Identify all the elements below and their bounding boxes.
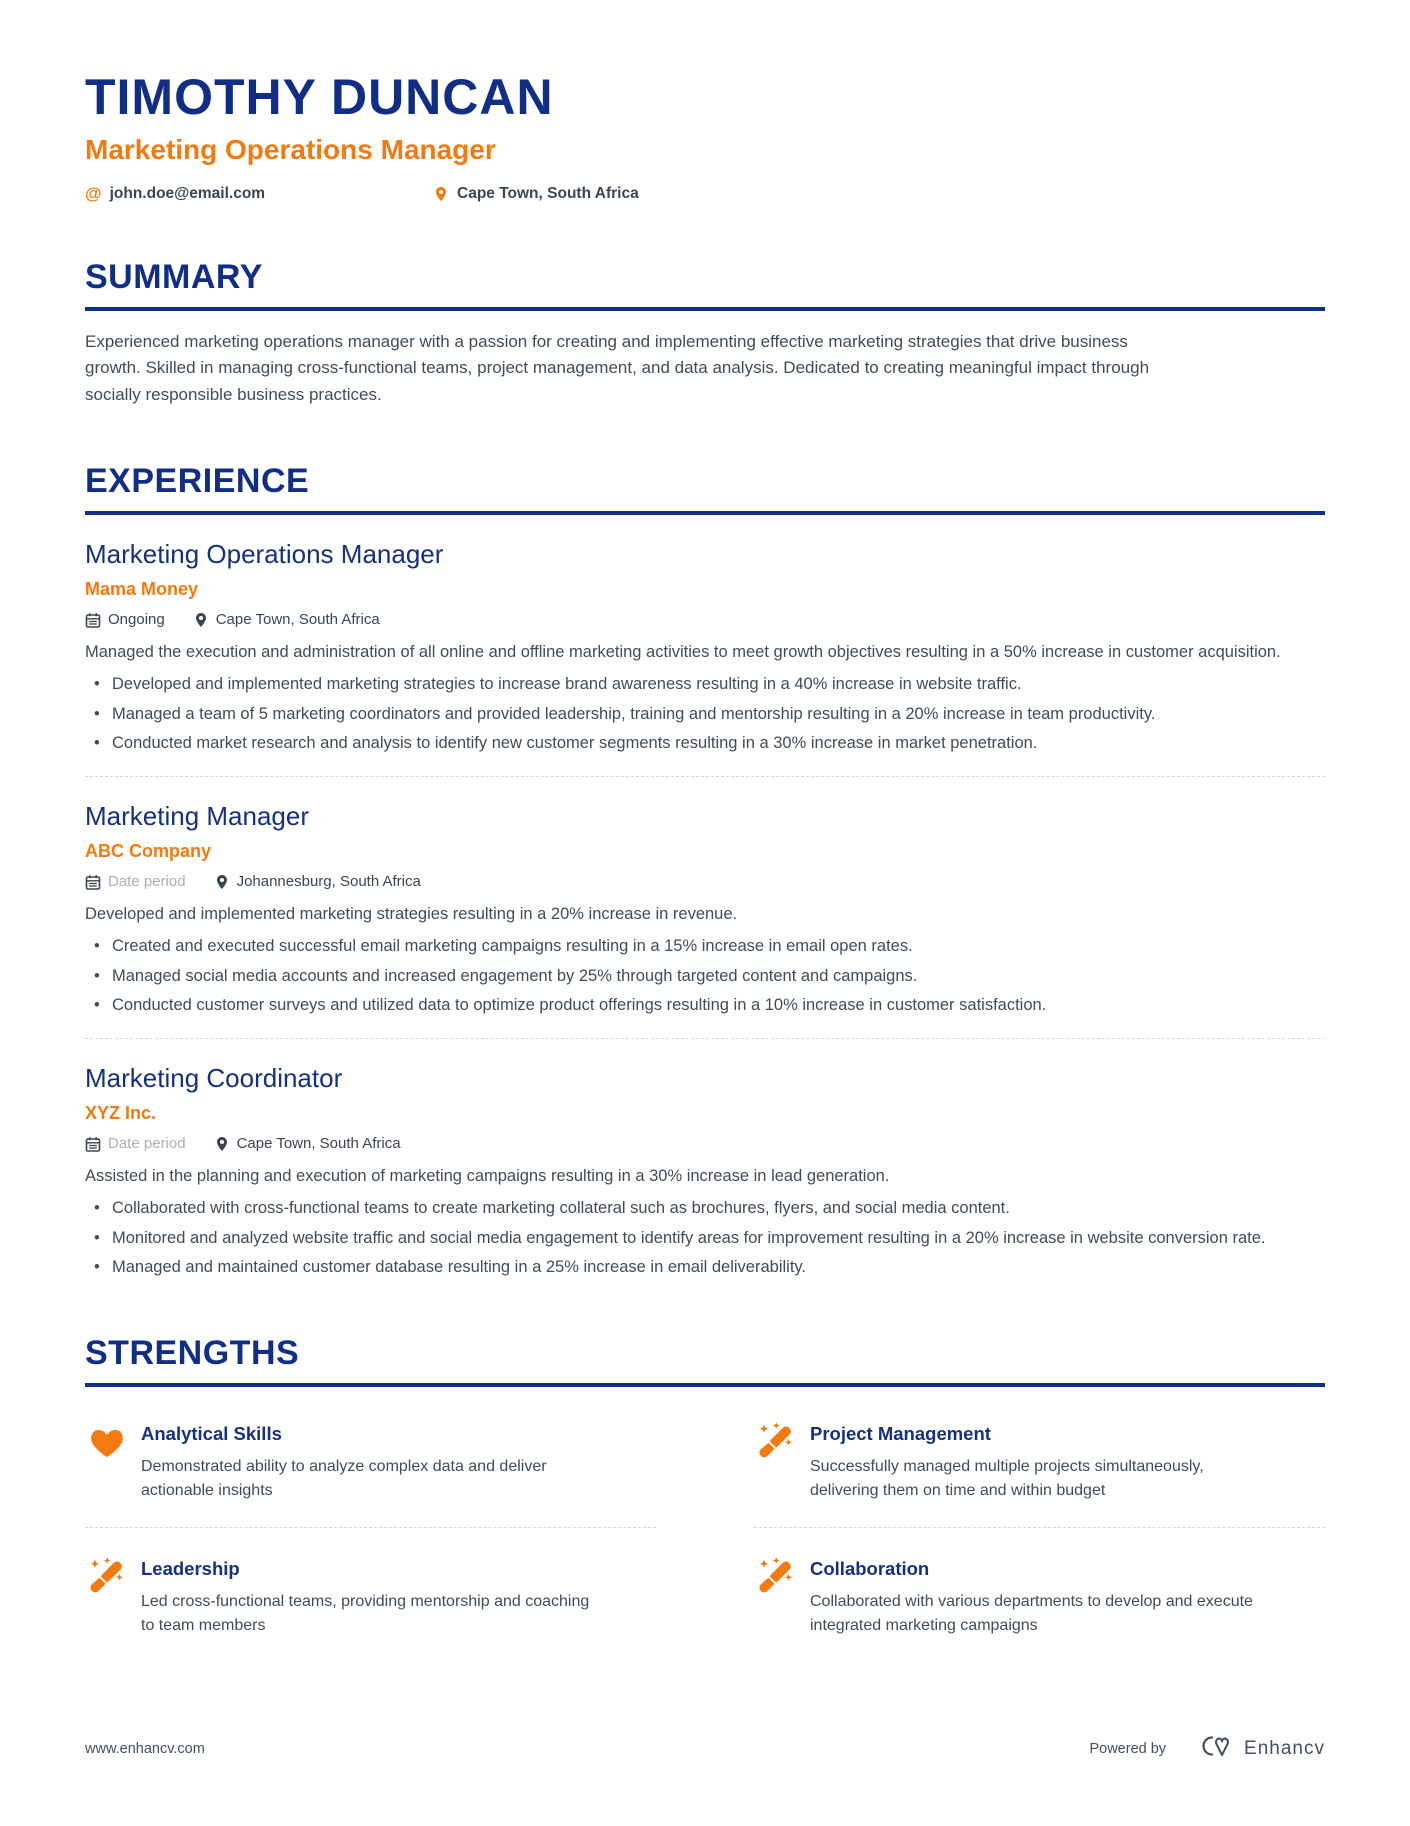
- strength-item: [85, 1393, 656, 1528]
- magic-wand-icon: [85, 1556, 129, 1599]
- heart-icon: [85, 1421, 129, 1466]
- page-footer: [85, 1733, 1325, 1764]
- footer-website-link[interactable]: www.enhancv.com: [85, 1740, 205, 1757]
- at-sign-icon: @: [85, 184, 102, 203]
- enhancv-logo-icon: [1192, 1733, 1234, 1764]
- contact-row: [85, 184, 1325, 204]
- job-location: [214, 1135, 401, 1152]
- job-meta-row: [85, 873, 1325, 890]
- enhancv-brand-link[interactable]: [1192, 1733, 1325, 1764]
- strength-description: Successfully managed multiple projects simultaneously, delivering them on time and within budget: [810, 1458, 1204, 1500]
- company-name: XYZ Inc.: [85, 1103, 157, 1124]
- job-bullet-list: [85, 672, 1325, 756]
- calendar-icon: [85, 1136, 101, 1152]
- footer-branding: [1089, 1733, 1325, 1764]
- contact-location: [433, 185, 639, 203]
- job-description: Managed the execution and administration of all online and offline marketing activities to meet growth objectives resulting in a 50% increase in customer acquisition.: [85, 643, 1281, 662]
- strength-item: [754, 1528, 1325, 1638]
- strength-body: [810, 1419, 1270, 1503]
- job-bullet-list: [85, 934, 1325, 1018]
- job-bullet: • Conducted market research and analysis to identify new customer segments resulting in a 30% increase in market penetration.: [85, 731, 1325, 756]
- powered-by-label: Powered by: [1089, 1740, 1167, 1757]
- strength-title: Collaboration: [810, 1558, 930, 1580]
- candidate-name: TIMOTHY DUNCAN: [85, 69, 554, 125]
- strengths-grid: [85, 1393, 1325, 1638]
- job-period-text: Ongoing: [108, 611, 165, 629]
- job-location: [193, 611, 380, 628]
- job-meta-row: [85, 611, 1325, 628]
- summary-heading: SUMMARY: [85, 258, 1325, 311]
- job-period: [85, 611, 165, 628]
- company-name: Mama Money: [85, 579, 199, 600]
- job-title: Marketing Coordinator: [85, 1063, 343, 1094]
- summary-text: Experienced marketing operations manager with a passion for creating and implementing effective marketing strategies that drive business growth. Skilled in managing cross-functional teams, project management, and data analysis. Dedicated to creating meaningful impact through socially responsible business practices.: [85, 332, 1150, 404]
- strength-body: [141, 1419, 601, 1503]
- strength-body: [141, 1554, 601, 1638]
- job-period: [85, 873, 186, 890]
- job-location-text: Cape Town, South Africa: [215, 611, 380, 629]
- strengths-section: [85, 1334, 1325, 1638]
- job-period-text: Date period: [108, 873, 186, 891]
- experience-entry: [85, 777, 1325, 1039]
- calendar-icon: [85, 874, 101, 890]
- map-pin-icon: [214, 1136, 230, 1152]
- candidate-title: Marketing Operations Manager: [85, 134, 496, 165]
- job-location-text: Cape Town, South Africa: [236, 1135, 401, 1153]
- job-bullet: • Developed and implemented marketing strategies to increase brand awareness resulting in a 40% increase in website traffic.: [85, 672, 1325, 697]
- job-title: Marketing Manager: [85, 801, 309, 832]
- job-bullet-list: [85, 1196, 1325, 1280]
- enhancv-brand-name: Enhancv: [1244, 1737, 1325, 1759]
- strength-description: Collaborated with various departments to develop and execute integrated marketing campaigns: [810, 1593, 1253, 1635]
- job-period-text: Date period: [108, 1135, 186, 1153]
- experience-section: [85, 462, 1325, 1280]
- experience-entry: [85, 515, 1325, 777]
- map-pin-icon: [214, 874, 230, 890]
- job-description: Developed and implemented marketing strategies resulting in a 20% increase in revenue.: [85, 905, 738, 924]
- job-bullet: • Monitored and analyzed website traffic and social media engagement to identify areas for improvement resulting in a 20% increase in website conversion rate.: [85, 1226, 1325, 1251]
- experience-entry: [85, 1039, 1325, 1280]
- job-description: Assisted in the planning and execution of marketing campaigns resulting in a 30% increase in lead generation.: [85, 1167, 890, 1186]
- job-location-text: Johannesburg, South Africa: [236, 873, 421, 891]
- email-text: john.doe@email.com: [109, 185, 266, 202]
- magic-wand-icon: [754, 1556, 798, 1599]
- job-bullet: • Managed and maintained customer database resulting in a 25% increase in email deliverability.: [85, 1255, 1325, 1280]
- strength-description: Demonstrated ability to analyze complex data and deliver actionable insights: [141, 1458, 547, 1500]
- job-bullet: • Managed a team of 5 marketing coordinators and provided leadership, training and mentorship resulting in a 20% increase in team productivity.: [85, 702, 1325, 727]
- resume-header: [85, 68, 1325, 204]
- strength-item: [754, 1393, 1325, 1528]
- job-meta-row: [85, 1135, 1325, 1152]
- experience-heading: EXPERIENCE: [85, 462, 1325, 515]
- strength-item: [85, 1528, 656, 1638]
- strength-title: Analytical Skills: [141, 1423, 282, 1445]
- job-bullet: • Collaborated with cross-functional teams to create marketing collateral such as brochures, flyers, and social media content.: [85, 1196, 1325, 1221]
- company-name: ABC Company: [85, 841, 212, 862]
- map-pin-icon: [433, 186, 449, 202]
- summary-section: [85, 258, 1325, 408]
- strength-description: Led cross-functional teams, providing mentorship and coaching to team members: [141, 1593, 590, 1635]
- job-bullet: • Conducted customer surveys and utilized data to optimize product offerings resulting in a 10% increase in customer satisfaction.: [85, 993, 1325, 1018]
- strengths-heading: STRENGTHS: [85, 1334, 1325, 1387]
- job-bullet: • Managed social media accounts and increased engagement by 25% through targeted content and campaigns.: [85, 964, 1325, 989]
- map-pin-icon: [193, 612, 209, 628]
- job-bullet: • Created and executed successful email marketing campaigns resulting in a 15% increase in email open rates.: [85, 934, 1325, 959]
- job-title: Marketing Operations Manager: [85, 539, 444, 570]
- strength-title: Project Management: [810, 1423, 991, 1445]
- strength-title: Leadership: [141, 1558, 240, 1580]
- location-text: Cape Town, South Africa: [457, 185, 639, 202]
- strength-body: [810, 1554, 1270, 1638]
- magic-wand-icon: [754, 1421, 798, 1464]
- job-location: [214, 873, 421, 890]
- contact-email[interactable]: [85, 184, 433, 204]
- calendar-icon: [85, 612, 101, 628]
- job-period: [85, 1135, 186, 1152]
